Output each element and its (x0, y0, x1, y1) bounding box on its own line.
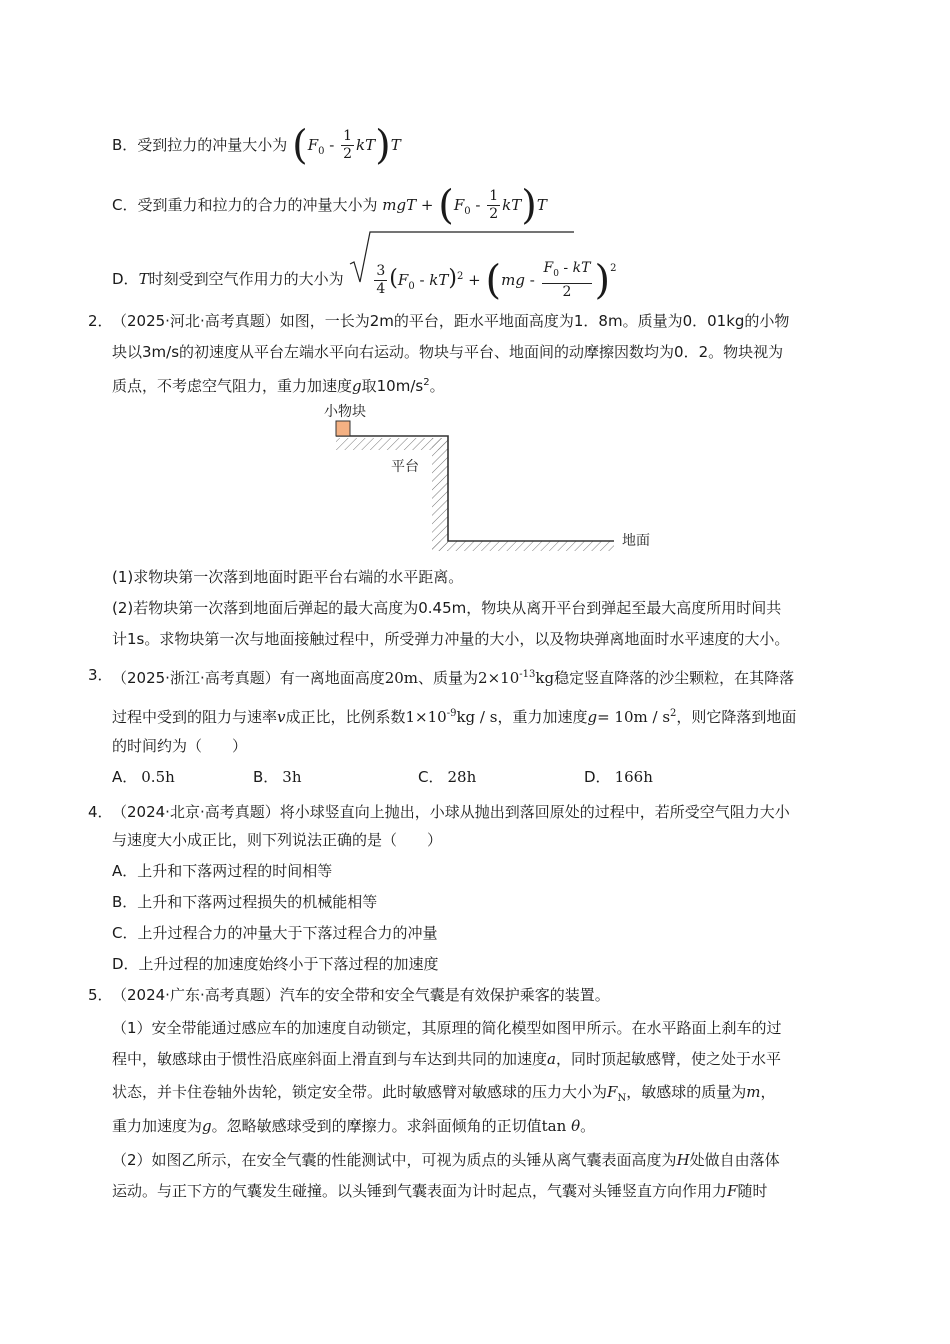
q5-part2-line (112, 1149, 780, 1171)
formula: mgT + ($F_0$ - $\frac{1}{2}$ kT)T (382, 182, 547, 229)
platform-figure (320, 398, 660, 558)
platform-label: 平台 (391, 459, 419, 475)
text-segment: 。忽略敏感球受到的摩擦力。求斜面倾角的正切值 (211, 1117, 542, 1135)
text-segment: （2025·浙江·高考真题）有一离地面高度 (112, 669, 385, 687)
option-label: B． (253, 768, 279, 786)
text-segment: 成正比，比例系数 (285, 708, 406, 726)
q5-part1-line (112, 1115, 595, 1137)
var-m: m (746, 1083, 761, 1101)
question-number: 4． (88, 803, 113, 821)
wall-hatch (432, 438, 448, 551)
option-text: 时刻受到空气作用力的大小为 (148, 269, 344, 288)
text-segment: 。 (429, 377, 445, 395)
ground-label: 地面 (622, 533, 650, 549)
option-label: C． (418, 768, 444, 786)
q2-line: （2025·河北·高考真题）如图，一长为2m的平台，距水平地面高度为1．8m。质量为0．01kg的小物 (112, 312, 790, 330)
question-number: 5． (88, 986, 113, 1004)
formula: ($F_0$ - $\frac{1}{2}$ kT)T (292, 122, 401, 169)
value-g: = 10m / s (597, 708, 671, 726)
q5-part1-line: （1）安全带能通过感应车的加速度自动锁定，其原理的简化模型如图甲所示。在水平路面上刹车的过 (112, 1019, 782, 1037)
block-label: 小物块 (324, 404, 366, 420)
q5-part2-line (112, 1180, 767, 1202)
q2-sub1: (1)求物块第一次落到地面时距平台右端的水平距离。 (112, 568, 464, 586)
value-height: 20m (384, 669, 419, 687)
q1-option-c (112, 182, 547, 229)
option-value: 0.5h (141, 768, 175, 786)
q5-part1-line (112, 1081, 775, 1110)
q3-option-b[interactable] (253, 766, 302, 788)
option-label: D． (584, 768, 611, 786)
q3-option-d[interactable] (584, 766, 653, 788)
superscript: -13 (519, 669, 536, 680)
surface-outline (336, 436, 614, 541)
option-label: A． (112, 768, 138, 786)
q3-line: 的时间约为（ ） (112, 737, 248, 755)
text-segment: ，则它降落到地面 (676, 708, 797, 726)
text-segment: ，重力加速度 (497, 708, 588, 726)
q4-option-a[interactable]: A．上升和下落两过程的时间相等 (112, 862, 333, 880)
text-segment: 、质量为 (418, 669, 479, 687)
q4-line: 与速度大小成正比，则下列说法正确的是（ ） (112, 831, 443, 849)
q4-option-b[interactable]: B．上升和下落两过程损失的机械能相等 (112, 893, 378, 911)
q2-sub2: 计1s。求物块第一次与地面接触过程中，所受弹力冲量的大小，以及物块弹离地面时水平速度的大小。 (112, 630, 790, 648)
text-segment: 过程中受到的阻力与速率 (112, 708, 278, 726)
unit: kg / s (456, 708, 498, 726)
var-fn: F (607, 1083, 618, 1101)
q2-line (112, 372, 445, 397)
tan-function: tan (541, 1117, 567, 1135)
q3-option-a[interactable] (112, 766, 175, 788)
question-number: 3． (88, 666, 113, 684)
text-segment: 稳定竖直降落的沙尘颗粒，在其降落 (554, 669, 795, 687)
superscript: 2 (423, 377, 430, 388)
var-g: g (587, 708, 598, 726)
var-g: g (202, 1117, 212, 1135)
q3-option-c[interactable] (418, 766, 476, 788)
q3-line (112, 703, 796, 728)
text-segment: 运动。与正下方的气囊发生碰撞。以头锤到气囊表面为计时起点，气囊对头锤竖直方向作用力 (112, 1182, 728, 1200)
option-label: D． (112, 269, 139, 288)
text-segment: 随时 (737, 1182, 768, 1200)
var-a: a (547, 1050, 556, 1068)
option-label: C． (112, 196, 138, 214)
var-h: H (676, 1151, 690, 1169)
text-segment: 重力加速度为 (112, 1117, 203, 1135)
superscript: 2 (670, 708, 677, 719)
text-segment: 程中，敏感球由于惯性沿底座斜面上滑直到与车达到共同的加速度 (112, 1050, 548, 1068)
text-segment: 取10m/s (361, 377, 424, 395)
text-segment: ，同时顶起敏感臂，使之处于水平 (555, 1050, 781, 1068)
q5-part1-line (112, 1048, 781, 1070)
text-segment: 。 (580, 1117, 596, 1135)
option-value: 166h (614, 768, 653, 786)
option-value: 28h (447, 768, 477, 786)
sqrt-sign-icon (348, 230, 576, 286)
q1-option-d (112, 257, 617, 304)
ground-hatch (432, 541, 614, 551)
question-number: 2． (88, 312, 113, 330)
text-segment: ， (760, 1083, 776, 1101)
q2-line: 块以3m/s的初速度从平台左端水平向右运动。物块与平台、地面间的动摩擦因数均为0．2。物块视为 (112, 343, 784, 361)
q3-line (112, 664, 794, 689)
q4-option-c[interactable]: C．上升过程合力的冲量大于下落过程合力的冲量 (112, 924, 438, 942)
option-text: 受到重力和拉力的合力的冲量大小为 (137, 196, 378, 214)
q1-option-b (112, 122, 401, 169)
text-segment: 质点，不考虑空气阻力，重力加速度 (112, 377, 353, 395)
var-f: F (727, 1182, 738, 1200)
unit: kg (535, 669, 555, 687)
text-segment: 状态，并卡住卷轴外齿轮，锁定安全带。此时敏感臂对敏感球的压力大小为 (112, 1083, 608, 1101)
option-text: 受到拉力的冲量大小为 (137, 136, 288, 154)
small-block (336, 421, 350, 436)
var-theta: θ (571, 1117, 581, 1135)
q5-line: （2024·广东·高考真题）汽车的安全带和安全气囊是有效保护乘客的装置。 (112, 986, 610, 1004)
text-segment: （2）如图乙所示，在安全气囊的性能测试中，可视为质点的头锤从离气囊表面高度为 (112, 1151, 677, 1169)
superscript: -9 (446, 708, 457, 719)
subscript: N (617, 1093, 627, 1104)
formula: $\frac{3}{4}$ $(F_0 - kT)^2 + (mg$ - $\frac{F_0 - kT}{2}$ )$^2$ (348, 258, 616, 301)
platform-hatch (336, 438, 448, 450)
var-v: v (277, 708, 286, 726)
q2-sub2: (2)若物块第一次落到地面后弹起的最大高度为0.45m，物块从离开平台到弹起至最大高度所用时间共 (112, 599, 782, 617)
q4-line: （2024·北京·高考真题）将小球竖直向上抛出，小球从抛出到落回原处的过程中，若所受空气阻力大小 (112, 803, 790, 821)
q4-option-d[interactable]: D．上升过程的加速度始终小于下落过程的加速度 (112, 955, 439, 973)
option-label: B． (112, 136, 138, 154)
value-k: 1×10 (405, 708, 447, 726)
value-mass: 2×10 (478, 669, 520, 687)
text-segment: 处做自由落体 (689, 1151, 780, 1169)
text-segment: ，敏感球的质量为 (626, 1083, 747, 1101)
var-g: g (352, 377, 362, 395)
option-value: 3h (282, 768, 302, 786)
var-t: T (138, 269, 149, 288)
